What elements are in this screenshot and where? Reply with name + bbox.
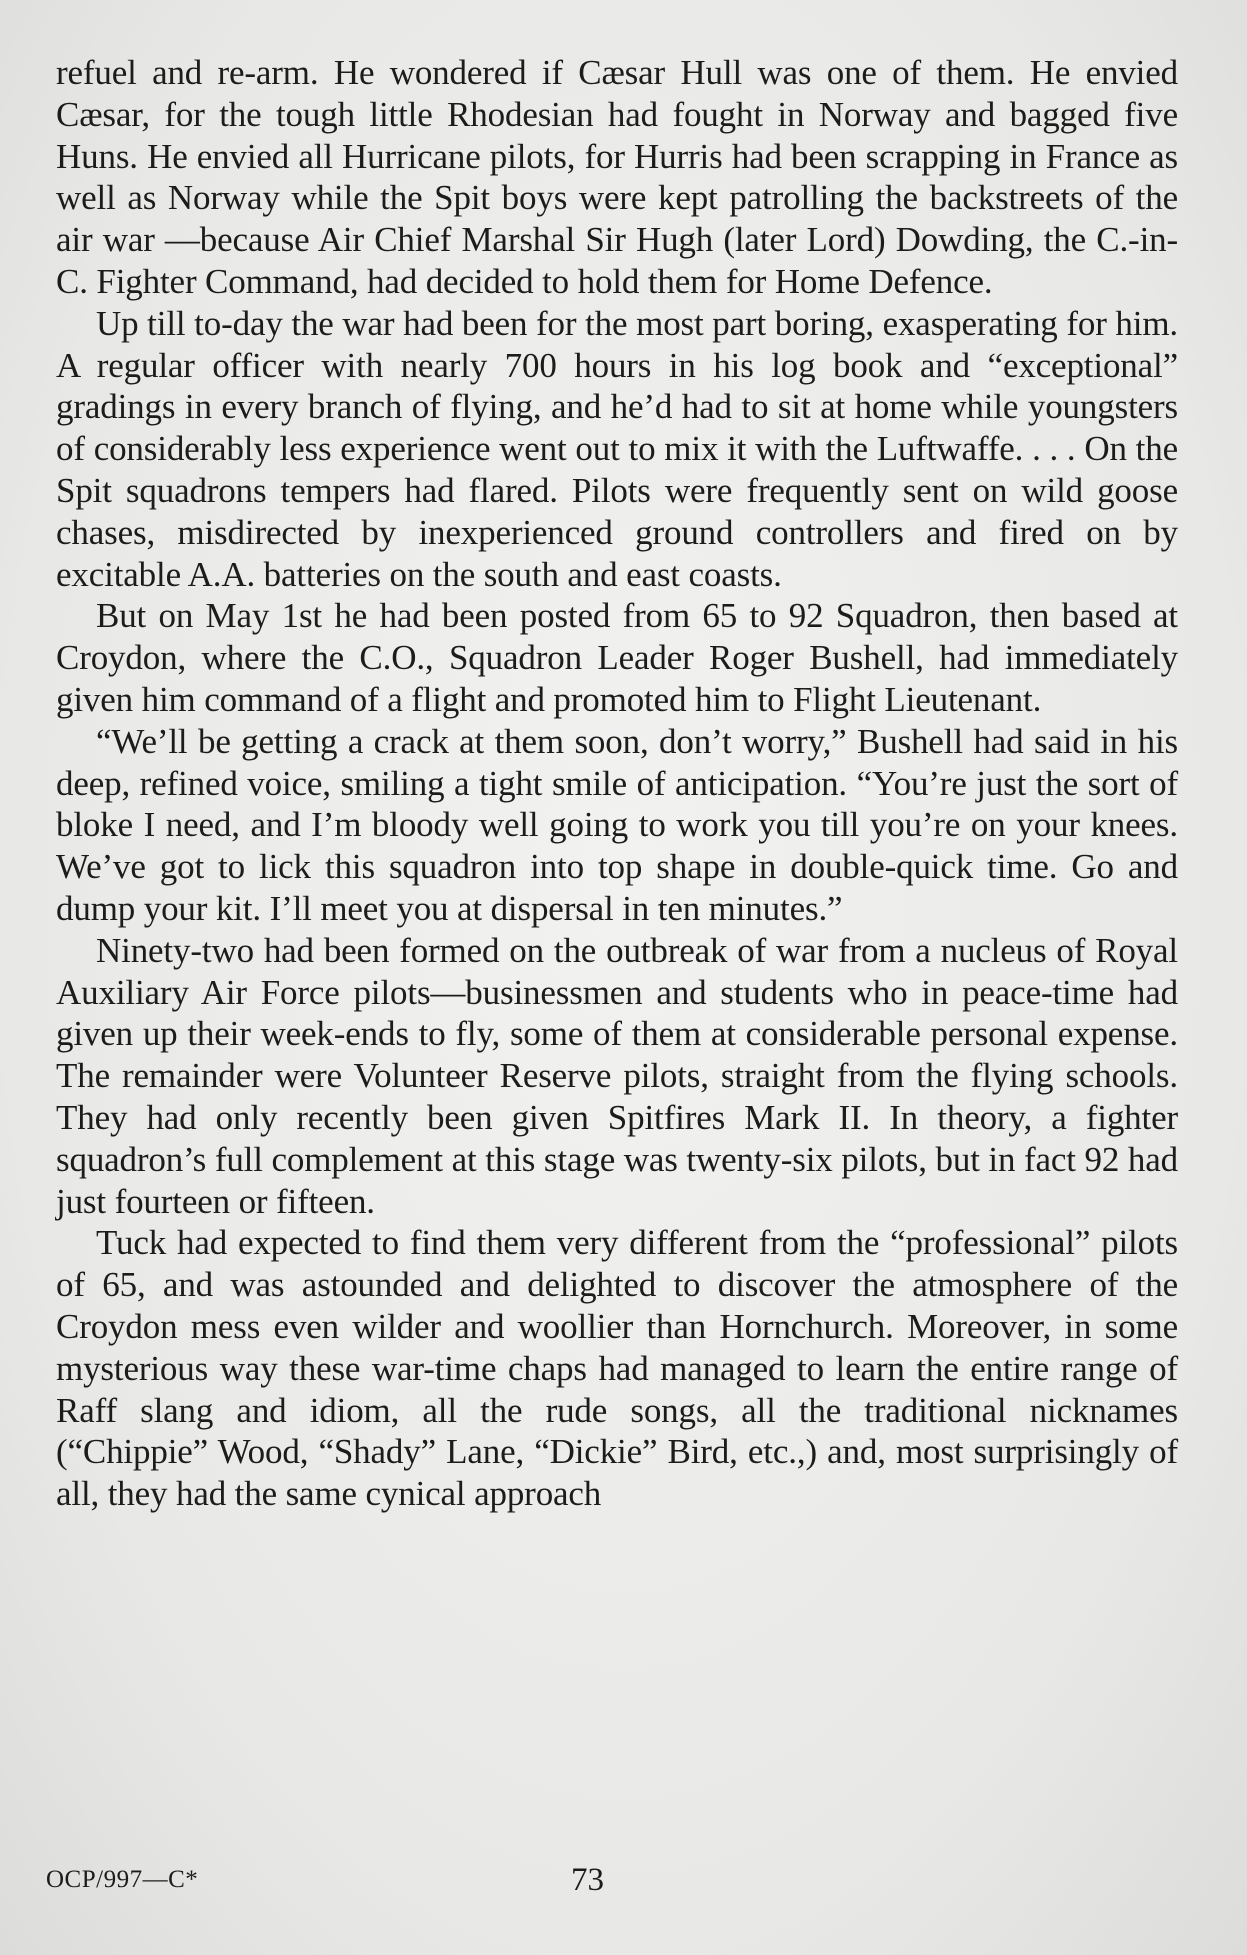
paragraph-6: Tuck had expected to find them very different from the “professional” pilots of 65, and was astounded and delighted to discover the atmosphere of the Croydon mess even wilder and woollier than Hornchurch. Moreover, in some mysterious way these war-time chaps had managed to learn the entire range of Raff slang and idiom, all the rude songs, all the traditional nicknames (“Chippie” Wood, “Shady” Lane, “Dickie” Bird, etc.,) and, most surprisingly of all, they had the same cynical approach: [56, 1223, 1178, 1514]
paragraph-1: refuel and re-arm. He wondered if Cæsar Hull was one of them. He envied Cæsar, for the tough little Rhodesian had fought in Norway and bagged five Huns. He envied all Hurricane pilots, for Hurris had been scrapping in France as well as Norway while the Spit boys were kept patrolling the backstreets of the air war —because Air Chief Marshal Sir Hugh (later Lord) Dowding, the C.-in-C. Fighter Command, had decided to hold them for Home Defence.: [56, 53, 1178, 301]
paragraph-4: “We’ll be getting a crack at them soon, don’t worry,” Bushell had said in his deep, refined voice, smiling a tight smile of anticipation. “You’re just the sort of bloke I need, and I’m bloody well going to work you till you’re on your knees. We’ve got to lick this squadron into top shape in double-quick time. Go and dump your kit. I’ll meet you at dispersal in ten minutes.”: [56, 721, 1178, 928]
printer-signature: OCP/997—C*: [46, 1866, 199, 1893]
paragraph-2: Up till to-day the war had been for the most part boring, exasperating for him. A regular officer with nearly 700 hours in his log book and “exceptional” gradings in every branch of flying, and he’d had to sit at home while youngsters of considerably less experience went out to mix it with the Luftwaffe. . . . On the Spit squadrons tempers had flared. Pilots were frequently sent on wild goose chases, misdirected by inexperienced ground controllers and fired on by excitable A.A. batteries on the south and east coasts.: [56, 303, 1178, 594]
page-number: 73: [571, 1862, 604, 1898]
page-footer: [46, 1858, 1176, 1906]
paragraph-3: But on May 1st he had been posted from 65 to 92 Squadron, then based at Croydon, where the C.O., Squadron Leader Roger Bushell, had immediately given him command of a flight and promoted him to Flight Lieutenant.: [56, 596, 1178, 719]
paragraph-5: Ninety-two had been formed on the outbreak of war from a nucleus of Royal Auxiliary Air Force pilots—businessmen and students who in peace-time had given up their week-ends to fly, some of them at considerable personal expense. The remainder were Volunteer Reserve pilots, straight from the flying schools. They had only recently been given Spitfires Mark II. In theory, a fighter squadron’s full complement at this stage was twenty-six pilots, but in fact 92 had just fourteen or fifteen.: [56, 930, 1178, 1221]
body-text: [56, 52, 1178, 1515]
